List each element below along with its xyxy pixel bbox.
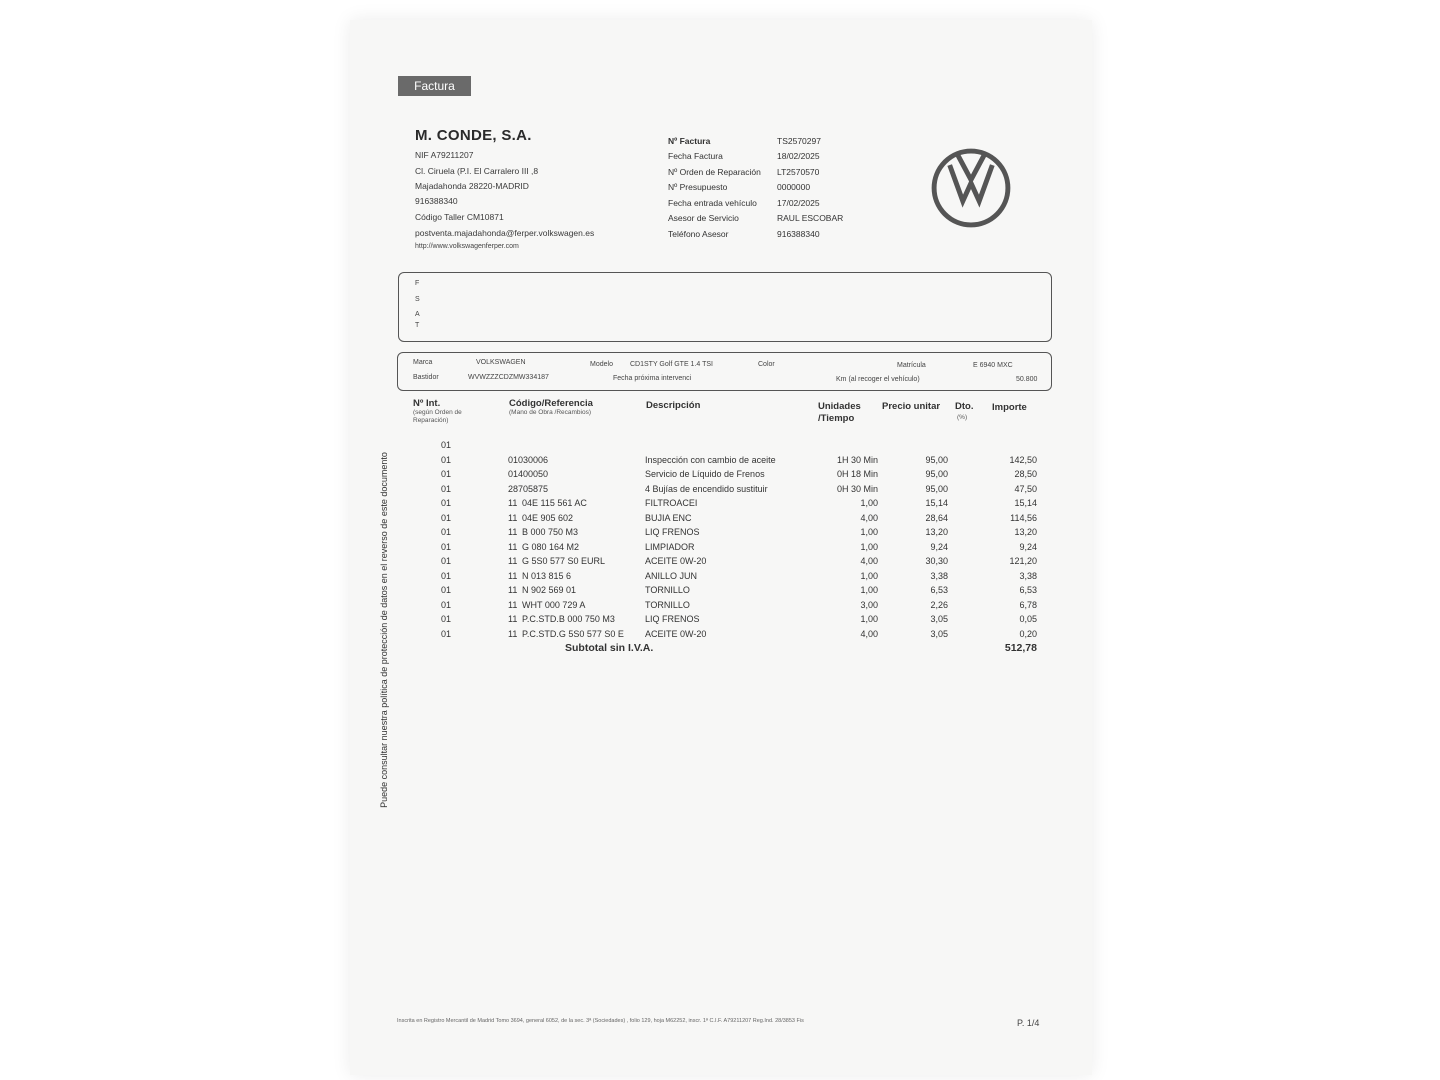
table-row <box>0 571 1440 585</box>
row-quantity: 1H 30 Min <box>836 454 878 465</box>
company-email: postventa.majadahonda@ferper.volkswagen.es <box>415 228 595 238</box>
header-description: Descripción <box>646 400 701 411</box>
row-code: B 000 750 M3 <box>522 527 579 537</box>
row-quantity: 0H 30 Min <box>836 483 878 494</box>
row-description: FILTROACEI <box>645 498 698 508</box>
row-quantity: 4,00 <box>860 628 878 639</box>
row-code: P.C.STD.B 000 750 M3 <box>522 614 615 624</box>
meta-label-invoice-number: Nº Factura <box>668 136 711 146</box>
row-code: 04E 905 602 <box>522 512 574 523</box>
row-code: 01400050 <box>508 469 549 479</box>
row-unit-price: 3,38 <box>930 570 948 581</box>
table-row <box>0 440 1440 454</box>
meta-label-entry-date: Fecha entrada vehículo <box>668 198 757 208</box>
row-code-prefix: 11 <box>508 541 518 552</box>
vehicle-plate: E 6940 MXC <box>973 362 1013 369</box>
row-code: N 013 815 6 <box>522 570 572 581</box>
header-units: Unidades <box>818 401 861 412</box>
row-quantity: 3,00 <box>860 599 878 610</box>
row-code-prefix: 11 <box>508 585 518 595</box>
row-description: TORNILLO <box>645 599 690 610</box>
row-unit-price: 9,24 <box>930 541 948 552</box>
vehicle-km: 50.800 <box>1016 376 1038 383</box>
vehicle-vin: WVWZZZCDZMW334187 <box>468 374 549 381</box>
row-amount: 6,78 <box>1019 599 1037 610</box>
row-code-prefix: 11 <box>508 556 518 566</box>
row-code: WHT 000 729 A <box>522 599 586 610</box>
vehicle-color-label: Color <box>758 361 775 368</box>
client-letter-s: S <box>415 296 420 303</box>
header-discount-sub: (%) <box>957 414 968 421</box>
row-quantity: 1,00 <box>860 570 878 581</box>
vehicle-box <box>397 352 1052 391</box>
table-row <box>0 469 1440 483</box>
vehicle-vin-label: Bastidor <box>413 374 439 381</box>
header-unit-price: Precio unitar <box>882 401 941 412</box>
row-amount: 3,38 <box>1019 570 1037 581</box>
row-int: 01 <box>441 483 452 494</box>
row-quantity: 4,00 <box>860 556 878 566</box>
meta-label-repair-order: Nº Orden de Reparación <box>668 167 761 177</box>
row-description: ACEITE 0W-20 <box>645 628 707 639</box>
meta-value-advisor-phone: 916388340 <box>777 229 820 239</box>
privacy-notice: Puede consultar nuestra política de protección de datos en el reverso de este documento <box>379 452 389 808</box>
row-code: 01030006 <box>508 454 549 465</box>
table-row <box>0 542 1440 556</box>
client-letter-a: A <box>415 311 420 318</box>
header-amount: Importe <box>992 402 1027 413</box>
table-row <box>0 498 1440 512</box>
vehicle-brand: VOLKSWAGEN <box>476 359 526 366</box>
client-box <box>398 272 1052 342</box>
table-row <box>0 585 1440 599</box>
subtotal-value: 512,78 <box>1004 642 1037 654</box>
row-unit-price: 3,05 <box>930 614 948 624</box>
document-type-badge: Factura <box>398 76 471 96</box>
meta-value-advisor: RAUL ESCOBAR <box>777 213 844 223</box>
company-name: M. CONDE, S.A. <box>415 127 532 144</box>
client-letter-f: F <box>415 280 420 287</box>
row-int: 01 <box>441 556 452 566</box>
row-description: ANILLO JUN <box>645 570 698 581</box>
table-row <box>0 556 1440 570</box>
vehicle-brand-label: Marca <box>413 359 433 366</box>
row-unit-price: 95,00 <box>925 469 948 479</box>
header-int-sub: (según Orden de Reparación) <box>413 409 462 424</box>
vehicle-model-label: Modelo <box>590 361 613 368</box>
row-code-prefix: 11 <box>508 599 518 610</box>
header-time: /Tiempo <box>818 413 855 424</box>
meta-value-invoice-number: TS2570297 <box>777 136 821 146</box>
row-quantity: 1,00 <box>860 585 878 595</box>
row-unit-price: 2,26 <box>930 599 948 610</box>
table-row <box>0 614 1440 628</box>
company-workshop-code: Código Taller CM10871 <box>415 212 504 222</box>
row-amount: 6,53 <box>1019 585 1037 595</box>
row-code-prefix: 11 <box>508 614 518 624</box>
meta-label-budget: Nº Presupuesto <box>668 182 728 192</box>
row-code-prefix: 11 <box>508 570 518 581</box>
row-unit-price: 3,05 <box>930 628 948 639</box>
header-code: Código/Referencia <box>509 398 593 409</box>
table-row <box>0 629 1440 643</box>
meta-value-entry-date: 17/02/2025 <box>777 198 820 208</box>
row-quantity: 0H 18 Min <box>836 469 878 479</box>
header-discount: Dto. <box>955 401 974 412</box>
row-description: ACEITE 0W-20 <box>645 556 707 566</box>
row-int: 01 <box>441 570 452 581</box>
table-row <box>0 455 1440 469</box>
row-description: LIQ FRENOS <box>645 614 700 624</box>
subtotal-label: Subtotal sin I.V.A. <box>565 642 654 654</box>
row-amount: 142,50 <box>1009 454 1037 465</box>
row-int: 01 <box>441 440 452 450</box>
row-code: N 902 569 01 <box>522 585 577 595</box>
table-row <box>0 600 1440 614</box>
row-code-prefix: 11 <box>508 628 518 639</box>
table-row <box>0 513 1440 527</box>
row-int: 01 <box>441 541 452 552</box>
row-description: Inspección con cambio de aceite <box>645 454 776 465</box>
table-row <box>0 527 1440 541</box>
row-description: BUJIA ENC <box>645 512 692 523</box>
meta-label-advisor-phone: Teléfono Asesor <box>668 229 729 239</box>
row-description: Servicio de Líquido de Frenos <box>645 469 765 479</box>
company-phone: 916388340 <box>415 196 458 206</box>
row-code: P.C.STD.G 5S0 577 S0 E <box>522 628 624 639</box>
row-int: 01 <box>441 512 452 523</box>
meta-label-invoice-date: Fecha Factura <box>668 151 723 161</box>
registry-footer: Inscrita en Registro Mercantil de Madrid Tomo 3694, general 6052, de la sec. 3ª (Sociedades) , folio 129, hoja M62252, inscr. 1ª C.I.F. A79211207 Reg.Ind. 28/3853 Fis <box>397 1018 804 1024</box>
row-code: G 080 164 M2 <box>522 541 580 552</box>
table-row <box>0 484 1440 498</box>
row-int: 01 <box>441 498 452 508</box>
vehicle-next-service-label: Fecha próxima intervenci <box>613 375 692 382</box>
row-code: G 5S0 577 S0 EURL <box>522 556 606 566</box>
row-int: 01 <box>441 454 452 465</box>
company-nif: NIF A79211207 <box>415 150 474 160</box>
row-code-prefix: 11 <box>508 512 518 523</box>
row-quantity: 1,00 <box>860 527 878 537</box>
vehicle-plate-label: Matrícula <box>897 362 926 369</box>
row-quantity: 1,00 <box>860 614 878 624</box>
row-amount: 0,05 <box>1019 614 1037 624</box>
row-int: 01 <box>441 614 452 624</box>
row-unit-price: 28,64 <box>925 512 948 523</box>
vehicle-model: CD1STY Golf GTE 1.4 TSI <box>630 361 713 368</box>
vehicle-km-label: Km (al recoger el vehículo) <box>836 376 920 383</box>
volkswagen-logo-icon <box>930 147 1012 229</box>
meta-label-advisor: Asesor de Servicio <box>668 213 739 223</box>
row-int: 01 <box>441 527 452 537</box>
header-code-sub: (Mano de Obra /Recambios) <box>509 409 592 416</box>
row-amount: 0,20 <box>1019 628 1037 639</box>
company-city: Majadahonda 28220-MADRID <box>415 181 529 191</box>
row-int: 01 <box>441 628 452 639</box>
row-code-prefix: 11 <box>508 527 518 537</box>
row-amount: 9,24 <box>1019 541 1037 552</box>
row-amount: 121,20 <box>1009 556 1037 566</box>
row-unit-price: 13,20 <box>925 527 948 537</box>
row-amount: 47,50 <box>1014 483 1037 494</box>
client-letter-t: T <box>415 322 420 329</box>
header-int: Nº Int. <box>413 398 441 409</box>
row-code: 04E 115 561 AC <box>522 498 587 508</box>
row-description: LIMPIADOR <box>645 541 695 552</box>
row-unit-price: 95,00 <box>925 454 948 465</box>
row-code-prefix: 11 <box>508 498 518 508</box>
row-int: 01 <box>441 585 452 595</box>
row-unit-price: 30,30 <box>925 556 948 566</box>
company-address: Cl. Ciruela (P.I. El Carralero III ,8 <box>415 166 539 176</box>
company-website: http://www.volkswagenferper.com <box>415 243 519 250</box>
row-amount: 114,56 <box>1010 512 1037 523</box>
row-int: 01 <box>441 469 452 479</box>
row-unit-price: 95,00 <box>925 483 948 494</box>
row-unit-price: 6,53 <box>930 585 948 595</box>
row-amount: 28,50 <box>1014 469 1037 479</box>
row-description: 4 Bujías de encendido sustituir <box>645 483 768 494</box>
meta-value-repair-order: LT2570570 <box>777 167 820 177</box>
row-int: 01 <box>441 599 452 610</box>
row-unit-price: 15,14 <box>925 498 948 508</box>
meta-value-budget: 0000000 <box>777 182 811 192</box>
row-quantity: 4,00 <box>860 512 878 523</box>
meta-value-invoice-date: 18/02/2025 <box>777 151 820 161</box>
row-code: 28705875 <box>508 483 549 494</box>
row-description: LIQ FRENOS <box>645 527 700 537</box>
row-quantity: 1,00 <box>860 498 878 508</box>
row-amount: 13,20 <box>1014 527 1037 537</box>
row-description: TORNILLO <box>645 585 690 595</box>
page-number: P. 1/4 <box>1017 1018 1040 1028</box>
row-amount: 15,14 <box>1014 498 1037 508</box>
row-quantity: 1,00 <box>860 541 878 552</box>
